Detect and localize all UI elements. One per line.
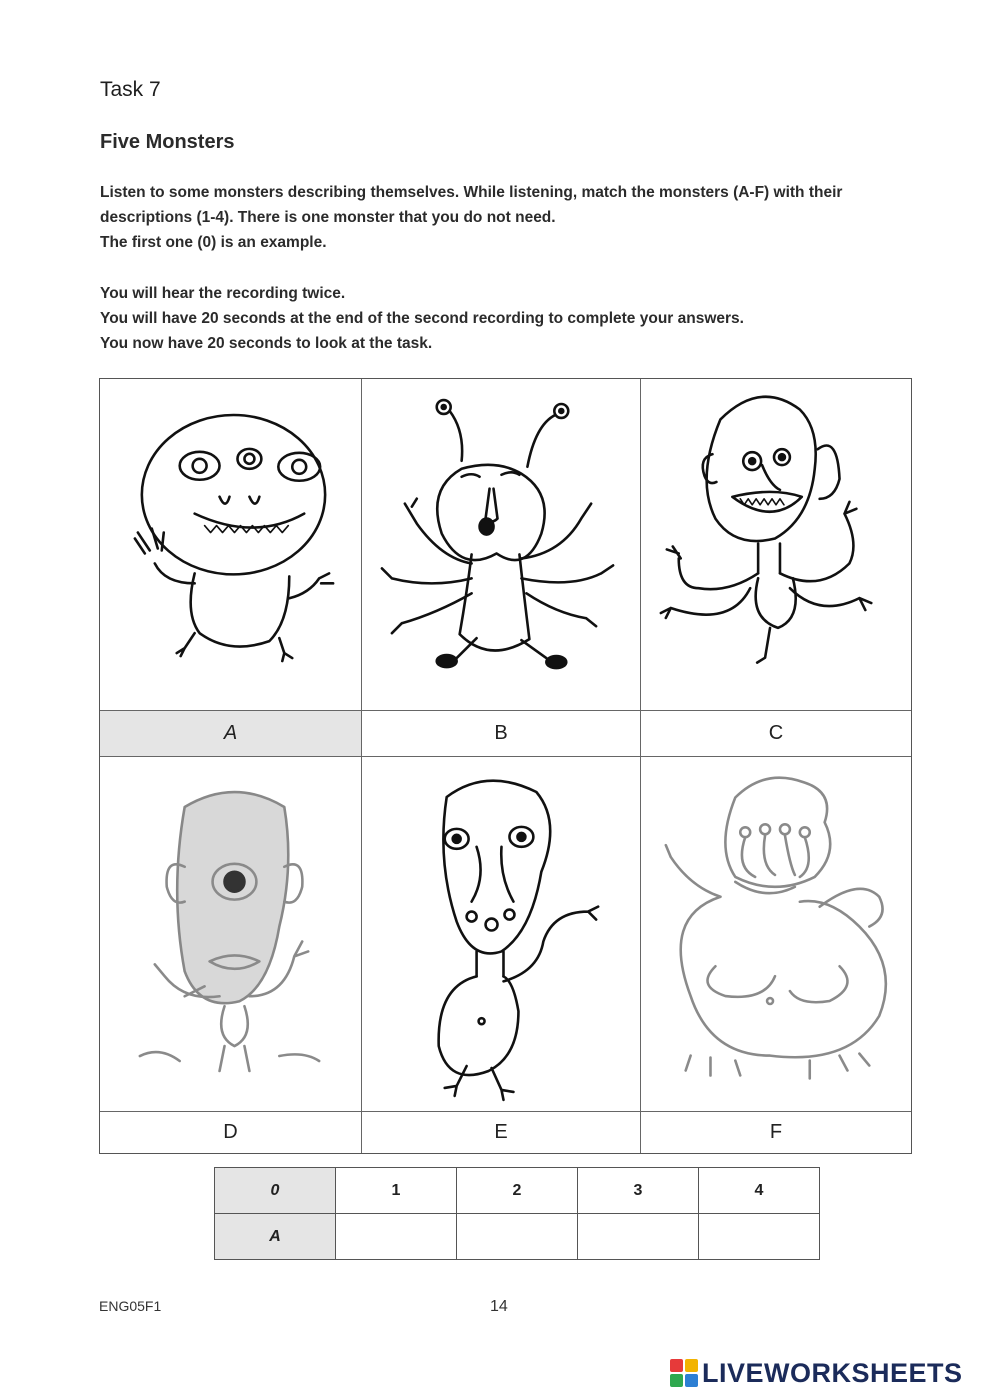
answer-cell-4[interactable] (699, 1214, 820, 1260)
liveworksheets-wordmark: LIVEWORKSHEETS (702, 1357, 963, 1388)
task-title: Task 7 (100, 78, 161, 101)
timing-line: You now have 20 seconds to look at the task. (100, 335, 433, 352)
answer-header-0: 0 (215, 1168, 336, 1214)
timing-line: You will have 20 seconds at the end of the second recording to complete your answers. (100, 310, 744, 327)
monster-label-c: C (641, 711, 911, 757)
monster-picture-f (641, 757, 911, 1112)
answer-cell-3[interactable] (578, 1214, 699, 1260)
instruction-line: Listen to some monsters describing themselves. While listening, match the monsters (A-F) with their descriptions (1-4). There is one monster that you do not need. (100, 184, 843, 226)
section-title: Five Monsters (100, 131, 235, 153)
answer-cell-0: A (215, 1214, 336, 1260)
timing-block (100, 281, 890, 356)
answer-header-2: 2 (457, 1168, 578, 1214)
monster-picture-e (362, 757, 641, 1112)
monster-label-a: A (100, 711, 362, 757)
logo-square (685, 1359, 698, 1372)
monster-picture-c (641, 379, 911, 711)
monster-label-b: B (362, 711, 641, 757)
monster-label-e: E (362, 1112, 641, 1153)
answer-cell-2[interactable] (457, 1214, 578, 1260)
monster-label-f: F (769, 1121, 783, 1143)
liveworksheets-brand[interactable] (670, 1357, 963, 1389)
answer-table-header-row (215, 1168, 820, 1214)
logo-square (670, 1359, 683, 1372)
page-number: 14 (490, 1298, 508, 1315)
logo-square (670, 1374, 683, 1387)
monster-picture-d (100, 757, 362, 1112)
footer-code: ENG05F1 (99, 1298, 162, 1314)
answer-header-3: 3 (578, 1168, 699, 1214)
monster-picture-b (362, 379, 641, 711)
answer-table (214, 1167, 820, 1260)
monster-grid (99, 378, 912, 1154)
answer-header-4: 4 (699, 1168, 820, 1214)
monster-label-d: D (100, 1112, 362, 1153)
instructions-block (100, 180, 890, 255)
monster-picture-a (100, 379, 362, 711)
instruction-line: The first one (0) is an example. (100, 234, 327, 251)
liveworksheets-logo-icon (670, 1359, 698, 1387)
answer-cell-1[interactable] (336, 1214, 457, 1260)
answer-header-1: 1 (336, 1168, 457, 1214)
logo-square (685, 1374, 698, 1387)
answer-table-answer-row (215, 1214, 820, 1260)
timing-line: You will hear the recording twice. (100, 285, 346, 302)
